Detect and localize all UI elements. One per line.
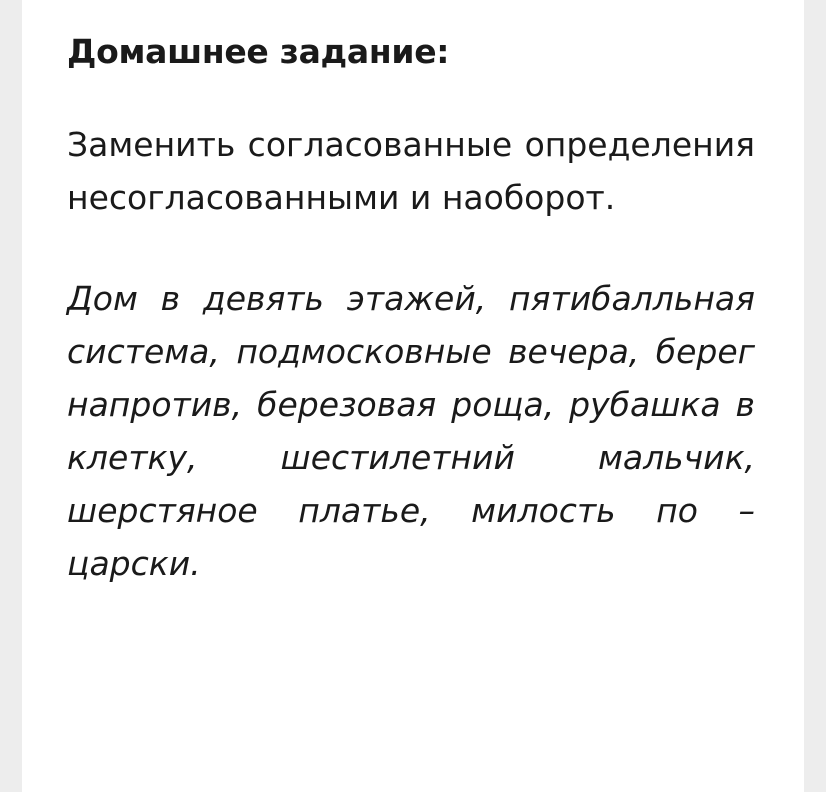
document-content	[67, 32, 755, 590]
document-page	[22, 0, 804, 792]
task-instruction: Заменить согласованные определения несогласованными и наоборот.	[67, 124, 755, 217]
page-title: Домашнее задание:	[67, 32, 450, 71]
example-phrases: Дом в девять этажей, пятибалльная система, подмосковные вечера, берег напротив, березовая роща, рубашка в клетку, шестилетний мальчик, шерстяное платье, милость по – царски.	[67, 278, 755, 583]
